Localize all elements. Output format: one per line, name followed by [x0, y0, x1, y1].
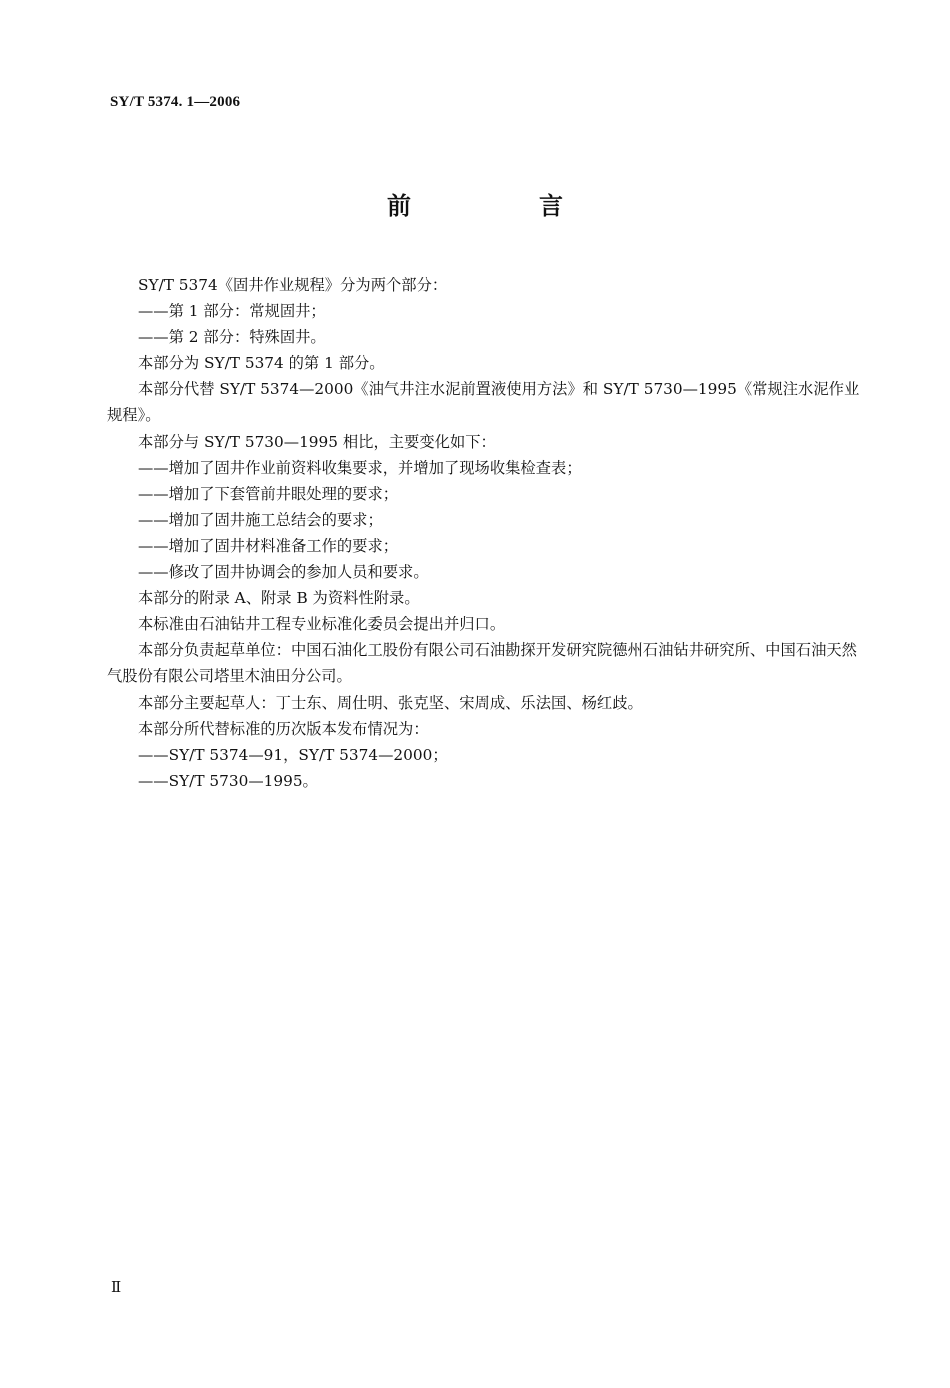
- paragraph: 本部分的附录 A、附录 B 为资料性附录。: [138, 589, 420, 608]
- paragraph: 本标准由石油钻井工程专业标准化委员会提出并归口。: [138, 615, 506, 634]
- list-item: ——SY/T 5374—91，SY/T 5374—2000；: [138, 745, 448, 764]
- paragraph: 本部分代替 SY/T 5374—2000《油气井注水泥前置液使用方法》和 SY/T 5730—1995《常规注水泥作业规程》。: [107, 380, 860, 425]
- list-item: ——增加了下套管前井眼处理的要求；: [138, 484, 399, 503]
- list-item: ——修改了固井协调会的参加人员和要求。: [138, 563, 429, 582]
- paragraph: 本部分主要起草人：丁士东、周仕明、张克坚、宋周成、乐法国、杨红歧。: [138, 693, 643, 712]
- paragraph: SY/T 5374《固井作业规程》分为两个部分：: [138, 276, 448, 294]
- paragraph: 本部分所代替标准的历次版本发布情况为：: [138, 719, 429, 738]
- page-number: Ⅱ: [111, 1280, 122, 1296]
- foreword-body: [107, 272, 864, 794]
- list-item: ——增加了固井作业前资料收集要求，并增加了现场收集检查表；: [138, 458, 582, 477]
- list-item: ——第 2 部分：特殊固井。: [138, 328, 326, 347]
- paragraph: 本部分与 SY/T 5730—1995 相比，主要变化如下：: [138, 432, 496, 451]
- paragraph: 本部分为 SY/T 5374 的第 1 部分。: [138, 354, 385, 373]
- page-title: 前 言: [387, 192, 615, 220]
- list-item: ——第 1 部分：常规固井；: [138, 302, 326, 321]
- list-item: ——增加了固井施工总结会的要求；: [138, 510, 383, 529]
- list-item: ——SY/T 5730—1995。: [138, 771, 318, 790]
- standard-code-header: SY/T 5374. 1—2006: [110, 94, 241, 110]
- paragraph: 本部分负责起草单位：中国石油化工股份有限公司石油勘探开发研究院德州石油钻井研究所、中国石油天然气股份有限公司塔里木油田分公司。: [107, 641, 857, 686]
- list-item: ——增加了固井材料准备工作的要求；: [138, 536, 399, 555]
